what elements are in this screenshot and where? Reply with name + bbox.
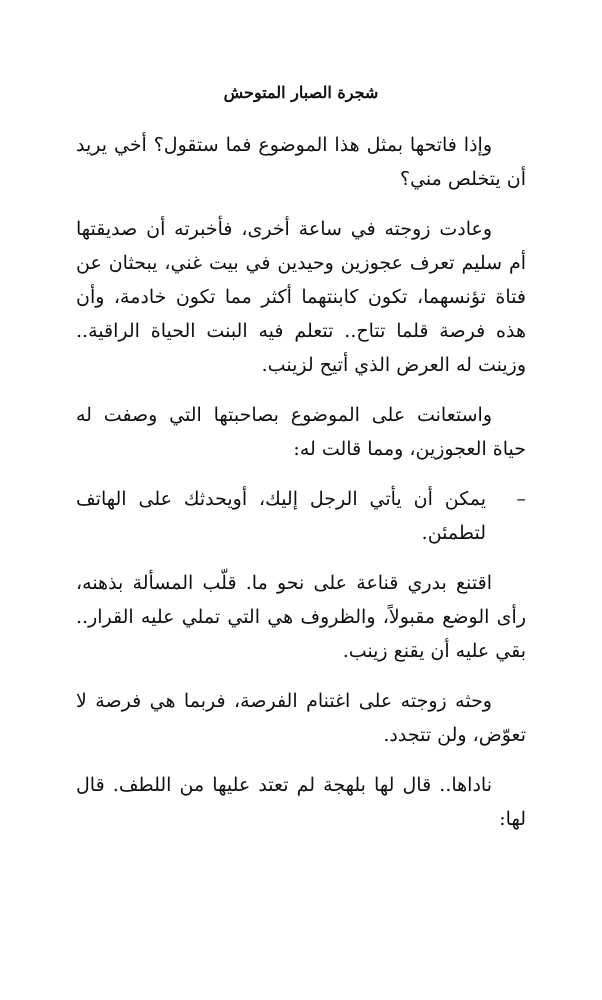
paragraph-2: وعادت زوجته في ساعة أخرى، فأخبرته أن صديقتها أم سليم تعرف عجوزين وحيدين في بيت غني، يبحثان عن فتاة تؤنسهما، تكون كابنتهما أكثر مما تكون خادمة، وأن هذه فرصة قلما تتاح.. تتعلم فيه البنت الحياة الراقية.. وزينت له العرض الذي أتيح لزينب.	[76, 218, 526, 376]
page-body	[76, 128, 526, 852]
paragraph-5: وحثه زوجته على اغتنام الفرصة، فربما هي فرصة لا تعوّض، ولن تتجدد.	[76, 690, 526, 746]
paragraph-4: اقتنع بدري قناعة على نحو ما. قلّب المسألة بذهنه، رأى الوضع مقبولاً، والظروف هي التي تملي عليه القرار.. بقي عليه أن يقنع زينب.	[76, 572, 526, 662]
dialogue-dash: –	[516, 488, 526, 510]
paragraph-3: واستعانت على الموضوع بصاحبتها التي وصفت له حياة العجوزين، ومما قالت له:	[76, 404, 526, 460]
dialogue-line	[76, 482, 526, 550]
running-header-title: شجرة الصبار المتوحش	[223, 83, 379, 102]
paragraph-6: ناداها.. قال لها بلهجة لم تعتد عليها من اللطف. قال لها:	[76, 774, 526, 830]
paragraph-1: وإذا فاتحها بمثل هذا الموضوع فما ستقول؟ أخي يريد أن يتخلص مني؟	[76, 134, 526, 190]
dialogue-text: يمكن أن يأتي الرجل إليك، أويحدثك على الهاتف لتطمئن.	[76, 488, 486, 544]
book-page	[76, 0, 526, 1000]
